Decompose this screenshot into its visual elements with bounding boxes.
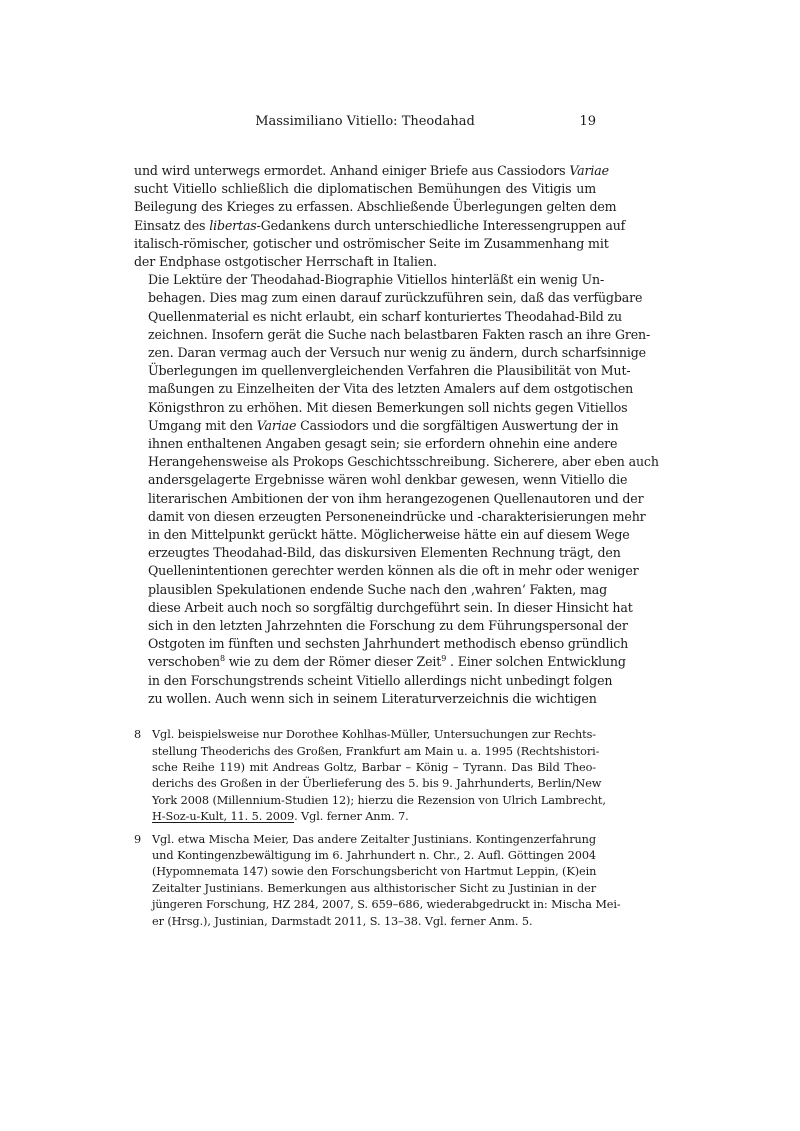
text-line: sucht Vitiello schließlich die diplomatischen Bemühungen des Vitigis um	[134, 181, 596, 197]
text-line: ihnen enthaltenen Angaben gesagt sein; sie erfordern ohnehin eine andere	[148, 436, 618, 452]
footnote-line: York 2008 (Millennium-Studien 12); hierzu die Rezension von Ulrich Lambrecht,	[152, 793, 606, 807]
text-line: diese Arbeit auch noch so sorgfältig durchgeführt sein. In dieser Hinsicht hat	[148, 599, 633, 615]
text-line: Herangehensweise als Prokops Geschichtsschreibung. Sicherere, aber eben auch	[148, 454, 659, 470]
running-head	[134, 112, 596, 132]
footnote-line: Zeitalter Justinians. Bemerkungen aus althistorischer Sicht zu Justinian in der	[152, 881, 596, 895]
text-line: der Endphase ostgotischer Herrschaft in Italien.	[134, 254, 437, 270]
footnote-line: sche Reihe 119) mit Andreas Goltz, Barbar – König – Tyrann. Das Bild Theo-	[152, 760, 596, 774]
footnote-line: jüngeren Forschung, HZ 284, 2007, S. 659–686, wiederabgedruckt in: Mischa Mei-	[152, 898, 621, 912]
text-line: Quellenintentionen gerechter werden können als die oft in mehr oder weniger	[148, 563, 639, 579]
text-line: Ostgoten im fünften und sechsten Jahrhundert methodisch ebenso gründlich	[148, 636, 629, 652]
text-line: verschoben$^8$ wie zu dem der Römer dieser Zeit$^9$ . Einer solchen Entwicklung	[148, 654, 626, 670]
text-line: Umgang mit den Variae Cassiodors und die sorgfältigen Auswertung der in	[148, 417, 619, 433]
footnote-line: stellung Theoderichs des Großen, Frankfurt am Main u. a. 1995 (Rechtshistori-	[152, 744, 600, 758]
text-line: und wird unterwegs ermordet. Anhand einiger Briefe aus Cassiodors Variae	[134, 163, 609, 178]
text-line: Königsthron zu erhöhen. Mit diesen Bemerkungen soll nichts gegen Vitiellos	[148, 399, 628, 415]
footnote	[134, 727, 606, 825]
text-line: maßungen zu Einzelheiten der Vita des letzten Amalers auf dem ostgotischen	[148, 381, 634, 397]
text-line: zen. Daran vermag auch der Versuch nur wenig zu ändern, durch scharfsinnige	[148, 345, 646, 361]
text-line: erzeugtes Theodahad-Bild, das diskursiven Elementen Rechnung trägt, den	[148, 545, 621, 561]
footnote	[134, 832, 621, 930]
text-line: behagen. Dies mag zum einen darauf zurückzuführen sein, daß das verfügbare	[148, 290, 643, 306]
paragraph	[134, 162, 626, 271]
footnote-line: (Hypomnemata 147) sowie den Forschungsbericht von Hartmut Leppin, (K)ein	[152, 865, 597, 879]
footnote-reference[interactable]: 9	[441, 654, 447, 664]
paragraph	[134, 271, 659, 708]
footnote-line: Vgl. beispielsweise nur Dorothee Kohlhas-Müller, Untersuchungen zur Rechts-	[152, 728, 596, 742]
text-line: plausiblen Spekulationen endende Suche nach den ‚wahren‘ Fakten, mag	[148, 581, 608, 597]
text-line: Überlegungen im quellenvergleichenden Verfahren die Plausibilität von Mut-	[148, 363, 631, 379]
body-text	[134, 162, 659, 708]
footnote-number: 8	[134, 728, 142, 742]
text-line: damit von diesen erzeugten Personeneindrücke und -charakterisierungen mehr	[148, 508, 646, 524]
text-line: Beilegung des Krieges zu erfassen. Abschließende Überlegungen gelten dem	[134, 199, 617, 215]
text-line: zu wollen. Auch wenn sich in seinem Literaturverzeichnis die wichtigen	[148, 690, 597, 706]
footnotes	[134, 727, 621, 930]
footnote-line: derichs des Großen in der Überlieferung des 5. bis 9. Jahrhunderts, Berlin/New	[152, 777, 602, 791]
footnote-line: H-Soz-u-Kult, 11. 5. 2009. Vgl. ferner Anm. 7.	[152, 810, 409, 824]
running-head-title: Massimiliano Vitiello: Theodahad	[255, 114, 475, 129]
text-line: Die Lektüre der Theodahad-Biographie Vitiellos hinterläßt ein wenig Un-	[148, 272, 605, 288]
text-line: Quellenmaterial es nicht erlaubt, ein scharf konturiertes Theodahad-Bild zu	[148, 308, 622, 324]
text-line: in den Mittelpunkt gerückt hätte. Möglicherweise hätte ein auf diesem Wege	[148, 527, 630, 543]
footnote-line: er (Hrsg.), Justinian, Darmstadt 2011, S. 13–38. Vgl. ferner Anm. 5.	[152, 914, 533, 928]
text-line: sich in den letzten Jahrzehnten die Forschung zu dem Führungspersonal der	[148, 618, 628, 634]
text-line: literarischen Ambitionen der von ihm herangezogenen Quellenautoren und der	[148, 490, 644, 506]
footnote-line: und Kontingenzbewältigung im 6. Jahrhundert n. Chr., 2. Aufl. Göttingen 2004	[152, 848, 596, 862]
text-line: zeichnen. Insofern gerät die Suche nach belastbaren Fakten rasch an ihre Gren-	[148, 326, 651, 342]
text-line: italisch-römischer, gotischer und oströmischer Seite im Zusammenhang mit	[134, 235, 609, 251]
text-line: in den Forschungstrends scheint Vitiello allerdings nicht unbedingt folgen	[148, 672, 613, 688]
page-number: 19	[579, 114, 596, 129]
text-line: andersgelagerte Ergebnisse wären wohl denkbar gewesen, wenn Vitiello die	[148, 472, 628, 488]
review-link[interactable]: H-Soz-u-Kult, 11. 5. 2009	[152, 810, 295, 824]
text-line: Einsatz des libertas-Gedankens durch unterschiedliche Interessengruppen auf	[134, 217, 626, 233]
footnote-line: Vgl. etwa Mischa Meier, Das andere Zeitalter Justinians. Kontingenzerfahrung	[152, 832, 596, 846]
footnote-reference[interactable]: 8	[219, 654, 225, 664]
footnote-number: 9	[134, 832, 142, 846]
page	[134, 112, 659, 936]
